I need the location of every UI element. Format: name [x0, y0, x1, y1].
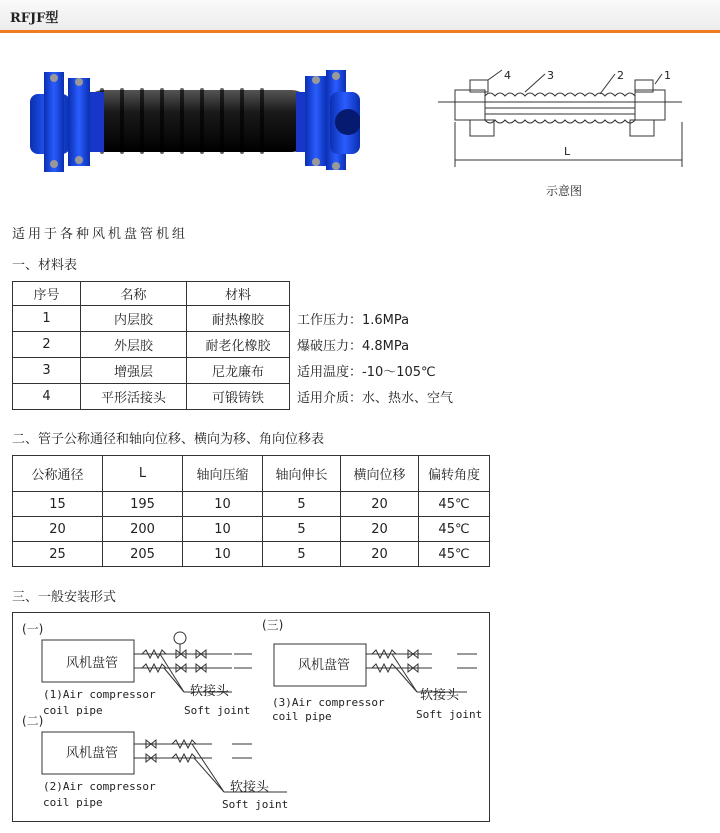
section3-title: 三、一般安装形式: [12, 590, 117, 605]
figure-caption: 示意图: [546, 184, 583, 198]
table-cell: 可锻铸铁: [187, 384, 290, 410]
table-cell: 10: [183, 542, 263, 567]
diagram1-joint-cn: 软接头: [190, 684, 230, 699]
table-cell: 10: [183, 492, 263, 517]
table-cell: 20: [341, 542, 419, 567]
table-cell: 10: [183, 517, 263, 542]
materials-header: 材料: [187, 282, 290, 306]
diagram1-joint-en: Soft joint: [184, 704, 251, 717]
displacement-header: 偏转角度: [419, 456, 490, 492]
table-row: [13, 332, 290, 358]
spec-medium: 适用介质：水、热水、空气: [297, 391, 454, 406]
table-row: [13, 492, 490, 517]
displacement-header: 横向位移: [341, 456, 419, 492]
spec-temperature: 适用温度：-10～105℃: [297, 365, 436, 380]
materials-header: 序号: [13, 282, 81, 306]
diagram1-caption-line2: coil pipe: [43, 704, 103, 717]
table-cell: 1: [13, 306, 81, 332]
table-row: [13, 358, 290, 384]
diagram3-unit: 风机盘管: [298, 658, 351, 673]
table-cell: 15: [13, 492, 103, 517]
displacement-table: [12, 455, 490, 567]
table-cell: 20: [13, 517, 103, 542]
table-cell: 耐热橡胶: [187, 306, 290, 332]
page-header: [0, 0, 720, 33]
table-row: [13, 306, 290, 332]
displacement-header: 轴向压缩: [183, 456, 263, 492]
displacement-header: 公称通径: [13, 456, 103, 492]
section2-title: 二、管子公称通径和轴向位移、横向为移、角向位移表: [12, 432, 325, 447]
page-title: RFJF型: [10, 11, 59, 26]
table-cell: 增强层: [81, 358, 187, 384]
table-cell: 5: [263, 492, 341, 517]
table-cell: 200: [103, 517, 183, 542]
diagram2-joint-en: Soft joint: [222, 798, 289, 811]
spec-working-pressure: 工作压力：1.6MPa: [297, 313, 410, 328]
table-cell: 2: [13, 332, 81, 358]
spec-burst-pressure: 爆破压力：4.8MPa: [297, 339, 410, 354]
schematic-label-4: 4: [504, 69, 511, 82]
table-cell: 20: [341, 492, 419, 517]
diagram1-number: (一): [22, 622, 44, 636]
table-cell: 4: [13, 384, 81, 410]
table-cell: 45℃: [419, 517, 490, 542]
table-cell: 45℃: [419, 542, 490, 567]
table-cell: 外层胶: [81, 332, 187, 358]
table-cell: 195: [103, 492, 183, 517]
diagram2-caption-line1: (2)Air compressor: [43, 780, 156, 793]
table-cell: 5: [263, 542, 341, 567]
product-photo: [30, 62, 360, 182]
schematic-label-1: 1: [664, 69, 671, 82]
table-row: [13, 542, 490, 567]
diagram3-number: (三): [262, 618, 284, 632]
schematic-label-2: 2: [617, 69, 624, 82]
table-cell: 耐老化橡胶: [187, 332, 290, 358]
table-cell: 平形活接头: [81, 384, 187, 410]
diagram2-unit: 风机盘管: [66, 746, 119, 761]
table-cell: 尼龙廉布: [187, 358, 290, 384]
diagram3-caption-line1: (3)Air compressor: [272, 696, 385, 709]
materials-table: [12, 281, 290, 410]
intro-text: 适用于各种风机盘管机组: [12, 227, 189, 242]
displacement-header: 轴向伸长: [263, 456, 341, 492]
table-row: [13, 517, 490, 542]
table-cell: 205: [103, 542, 183, 567]
diagram2-caption-line2: coil pipe: [43, 796, 103, 809]
schematic-drawing: [430, 62, 690, 172]
table-cell: 内层胶: [81, 306, 187, 332]
schematic-label-3: 3: [547, 69, 554, 82]
table-cell: 3: [13, 358, 81, 384]
table-row: [13, 384, 290, 410]
diagram1-unit: 风机盘管: [66, 656, 119, 671]
materials-header: 名称: [81, 282, 187, 306]
table-cell: 5: [263, 517, 341, 542]
table-cell: 20: [341, 517, 419, 542]
diagram3-joint-cn: 软接头: [420, 688, 460, 703]
diagram2-joint-cn: 软接头: [230, 780, 270, 795]
table-cell: 25: [13, 542, 103, 567]
diagram2-number: (二): [22, 714, 44, 728]
table-cell: 45℃: [419, 492, 490, 517]
schematic-length-label: L: [564, 145, 571, 158]
diagram1-caption-line1: (1)Air compressor: [43, 688, 156, 701]
diagram3-caption-line2: coil pipe: [272, 710, 332, 723]
section1-title: 一、材料表: [12, 258, 78, 273]
diagram3-joint-en: Soft joint: [416, 708, 483, 721]
displacement-header: L: [103, 456, 183, 492]
